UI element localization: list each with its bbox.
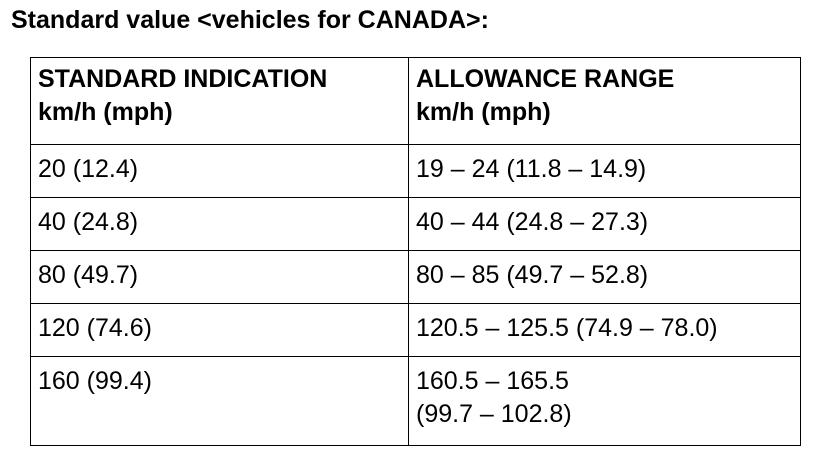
table-header-row: [31, 58, 801, 145]
table-row: [31, 145, 801, 198]
allowance-range-cell: 19 – 24 (11.8 – 14.9): [409, 145, 801, 198]
table-row: [31, 304, 801, 357]
table-row: [31, 198, 801, 251]
standard-indication-cell: 40 (24.8): [31, 198, 409, 251]
allowance-range-line-2: (99.7 – 102.8): [416, 400, 572, 428]
standard-indication-cell: 120 (74.6): [31, 304, 409, 357]
header-allowance-range-label: ALLOWANCE RANGE: [416, 65, 675, 93]
standard-indication-cell: 80 (49.7): [31, 251, 409, 304]
table-row: [31, 251, 801, 304]
allowance-range-cell: 40 – 44 (24.8 – 27.3): [409, 198, 801, 251]
header-allowance-range-unit: km/h (mph): [416, 98, 551, 126]
allowance-range-cell: 120.5 – 125.5 (74.9 – 78.0): [409, 304, 801, 357]
allowance-range-cell: [409, 357, 801, 446]
header-allowance-range: [409, 58, 801, 145]
table-row: [31, 357, 801, 446]
header-standard-indication-label: STANDARD INDICATION: [38, 65, 328, 93]
standard-indication-cell: 160 (99.4): [31, 357, 409, 446]
allowance-range-cell: 80 – 85 (49.7 – 52.8): [409, 251, 801, 304]
allowance-range-line-1: 160.5 – 165.5: [416, 367, 569, 395]
header-standard-indication-unit: km/h (mph): [38, 98, 173, 126]
speedometer-standard-value-table: [30, 57, 801, 446]
page-title: Standard value <vehicles for CANADA>:: [11, 6, 489, 34]
header-standard-indication: [31, 58, 409, 145]
standard-indication-cell: 20 (12.4): [31, 145, 409, 198]
